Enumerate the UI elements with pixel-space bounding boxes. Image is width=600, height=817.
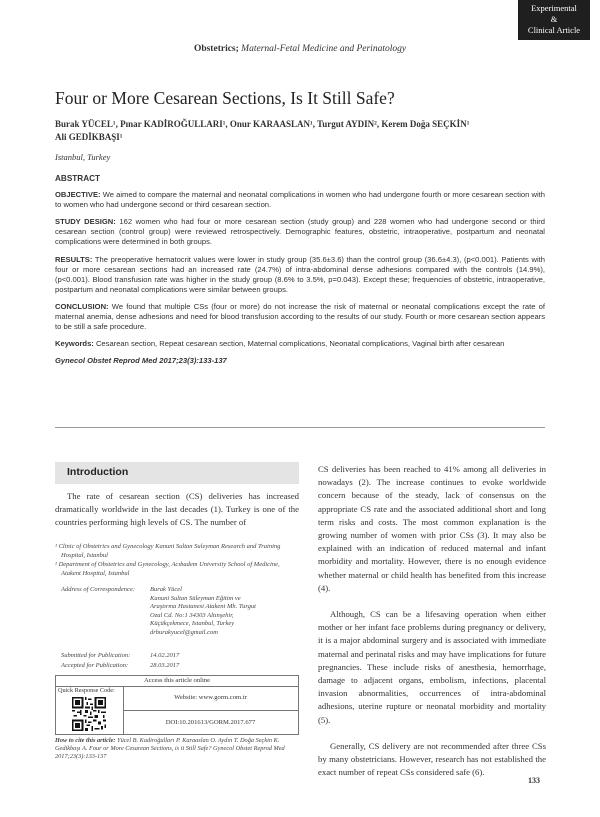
introduction-right-column	[318, 463, 546, 792]
right-paragraph-2: Although, CS can be a lifesaving operation when either mother or her infant face problems during pregnancy or delivery, it is a major abdominal surgery and is associated with immediate maternal and perinatal risks and may have implications for future pregnancies. These include risks of anesthesia, hemorrhage, damage to adjacent organs, embolism, infections, placental invasion abnormalities, occurrences of intra-abdominal adhesions, uterine rupture or neonatal morbidity and mortality (5).	[318, 609, 546, 725]
affiliation-footnotes	[55, 543, 299, 579]
qr-cell	[56, 686, 124, 734]
objective-label: OBJECTIVE:	[55, 190, 101, 200]
conclusion-label: CONCLUSION:	[55, 301, 109, 311]
badge-line-2: &	[550, 14, 558, 24]
footnote-1: ¹ Clinic of Obstetrics and Gynecology Kanuni Sultan Suleyman Research and Training Hospital, Istanbul	[55, 543, 281, 559]
correspondence-line-4: Küçükçekmece, Istanbul, Turkey	[150, 620, 235, 628]
submitted-date: 14.02.2017	[150, 652, 180, 659]
abstract	[55, 174, 545, 366]
abstract-objective	[55, 190, 545, 210]
right-paragraph-3: Generally, CS delivery are not recommended after three CSs by many obstetricians. However, research has not established the exact number of repeat CSs considered safe (6).	[318, 740, 546, 778]
author-line-1: Burak YÜCEL¹, Pınar KADİROĞULLARI¹, Onur KARAASLAN¹, Turgut AYDIN², Kerem Doğa SEÇKİN¹	[55, 119, 470, 129]
correspondence-line-1: Kanuni Sultan Süleyman Eğitim ve	[150, 594, 241, 602]
qr-label: Quick Response Code:	[58, 687, 115, 694]
introduction-left-column	[55, 490, 299, 530]
abstract-heading: ABSTRACT	[55, 174, 101, 183]
submitted-row	[61, 651, 299, 661]
intro-paragraph-1: The rate of cesarean section (CS) deliveries has increased dramatically worldwide in the last decades (1). Turkey is one of the countries performing high levels of CS. The number of	[55, 491, 299, 528]
right-paragraph-1: CS deliveries has been reached to 41% among all deliveries in nowadays (2). The increase continues to evoke worldwide concern because of the steady, lack of consensus on the appropriate CS rate and the associated additional short and long term risks and costs. The most common explanation is the growing number of women with prior CSs (3). It may also be explained with an indication of reduced maternal and infant morbidity and mortality. However, there is no enough evidence whether maternal or child health has benefited from this increase (4).	[318, 464, 546, 593]
accepted-label: Accepted for Publication:	[61, 662, 129, 669]
accepted-row	[61, 661, 299, 671]
journal-citation: Gynecol Obstet Reprod Med 2017;23(3):133-137	[55, 356, 227, 366]
submitted-label: Submitted for Publication:	[61, 652, 131, 659]
section-category: Obstetrics;	[193, 44, 239, 54]
page-number: 133	[528, 776, 540, 785]
introduction-heading-box	[55, 462, 299, 484]
abstract-design	[55, 217, 545, 247]
how-to-cite-label: How to cite this article:	[55, 737, 116, 744]
article-type-badge	[518, 0, 590, 40]
publication-dates	[61, 651, 299, 671]
introduction-heading: Introduction	[67, 466, 129, 478]
author-list	[55, 118, 545, 144]
objective-text: We aimed to compare the maternal and neonatal complications in women who had undergone fourth or more cesarean section with to women who had undergone second or third cesarean section.	[55, 190, 545, 210]
results-text: The preoperative hematocrit values were lower in study group (35.6±3.6) than the control group (36.6±4.3), (p<0.001). Patients with four or more cesarean sections had an increased rate (24.7%) of intra-abdominal dense adhesions compared with the controls (14.9%), (p<0.001). Blood transfusion rate was higher in the study group (8.6% to 3.5%, p=0.043). Except these; frequencies of obstetric, intraoperative, postpartum and neonatal complications were similar between groups.	[55, 254, 545, 294]
abstract-results	[55, 255, 545, 295]
correspondence-address	[150, 586, 300, 638]
journal-website: Website: www.gorm.com.tr	[123, 686, 298, 711]
keywords-label: Keywords:	[55, 339, 94, 349]
correspondence-label: Address of Correspondence:	[61, 586, 135, 593]
design-text: 162 women who had four or more cesarean section (study group) and 228 women who had undergone second or third cesarean section (control group) were reviewed retrospectively. Demographic features, obstetric, intraoperative, postpartum and neonatal complications were determined in both groups.	[55, 217, 545, 247]
author-line-2: Ali GEDİKBAŞI¹	[55, 132, 123, 142]
correspondence-line-2: Araştırma Hastanesi Atakent Mh. Turgut	[150, 603, 256, 611]
abstract-keywords	[55, 339, 545, 349]
accepted-date: 28.03.2017	[150, 662, 180, 669]
affiliation-city: Istanbul, Turkey	[55, 152, 111, 162]
how-to-cite	[55, 737, 299, 761]
section-subcategory: Maternal-Fetal Medicine and Perinatology	[241, 44, 407, 54]
badge-line-3: Clinical Article	[527, 25, 581, 35]
how-to-cite-text: Yücel B. Kadiroğulları P. Karaaslan O. Aydın T. Doğa Seçkin K. Gedikbaşı A. Four or More Cesarean Sections, is it Still Safe? Gynecol Obstet Reprod Med 2017;23(3):133-137	[55, 737, 285, 760]
conclusion-text: We found that multiple CSs (four or more) do not increase the risk of maternal or neonatal complications except the rate of maternal anemia, dense adhesions and need for blood transfusion according to the results of our study. Fourth or more cesarean section appears to be still a safe procedure.	[55, 301, 545, 332]
keywords-text: Cesarean section, Repeat cesarean section, Maternal complications, Neonatal complications, Vaginal birth after cesarean	[95, 339, 505, 349]
online-access-box	[55, 675, 299, 735]
article-doi: DOI:10.201613/GORM.2017.677	[165, 719, 256, 726]
article-title: Four or More Cesarean Sections, Is It Still Safe?	[55, 88, 395, 108]
section-divider	[55, 427, 545, 428]
design-label: STUDY DESIGN:	[55, 217, 116, 227]
correspondence-line-3: Ozal Cd. No:1 34303 Altınşehir,	[150, 611, 234, 619]
footnote-2: ² Department of Obstetrics and Gynecology, Acıbadem University School of Medicine, Atakent Hospital, Istanbul	[55, 561, 280, 577]
correspondence-email: drburakyucel@gmail.com	[150, 628, 218, 636]
qr-code-icon	[72, 697, 106, 731]
badge-line-1: Experimental	[531, 3, 577, 13]
abstract-conclusion	[55, 302, 545, 332]
access-heading: Access this article online	[56, 676, 298, 687]
section-header	[0, 44, 600, 54]
correspondence-name: Burak Yücel	[150, 586, 182, 593]
results-label: RESULTS:	[55, 254, 93, 264]
